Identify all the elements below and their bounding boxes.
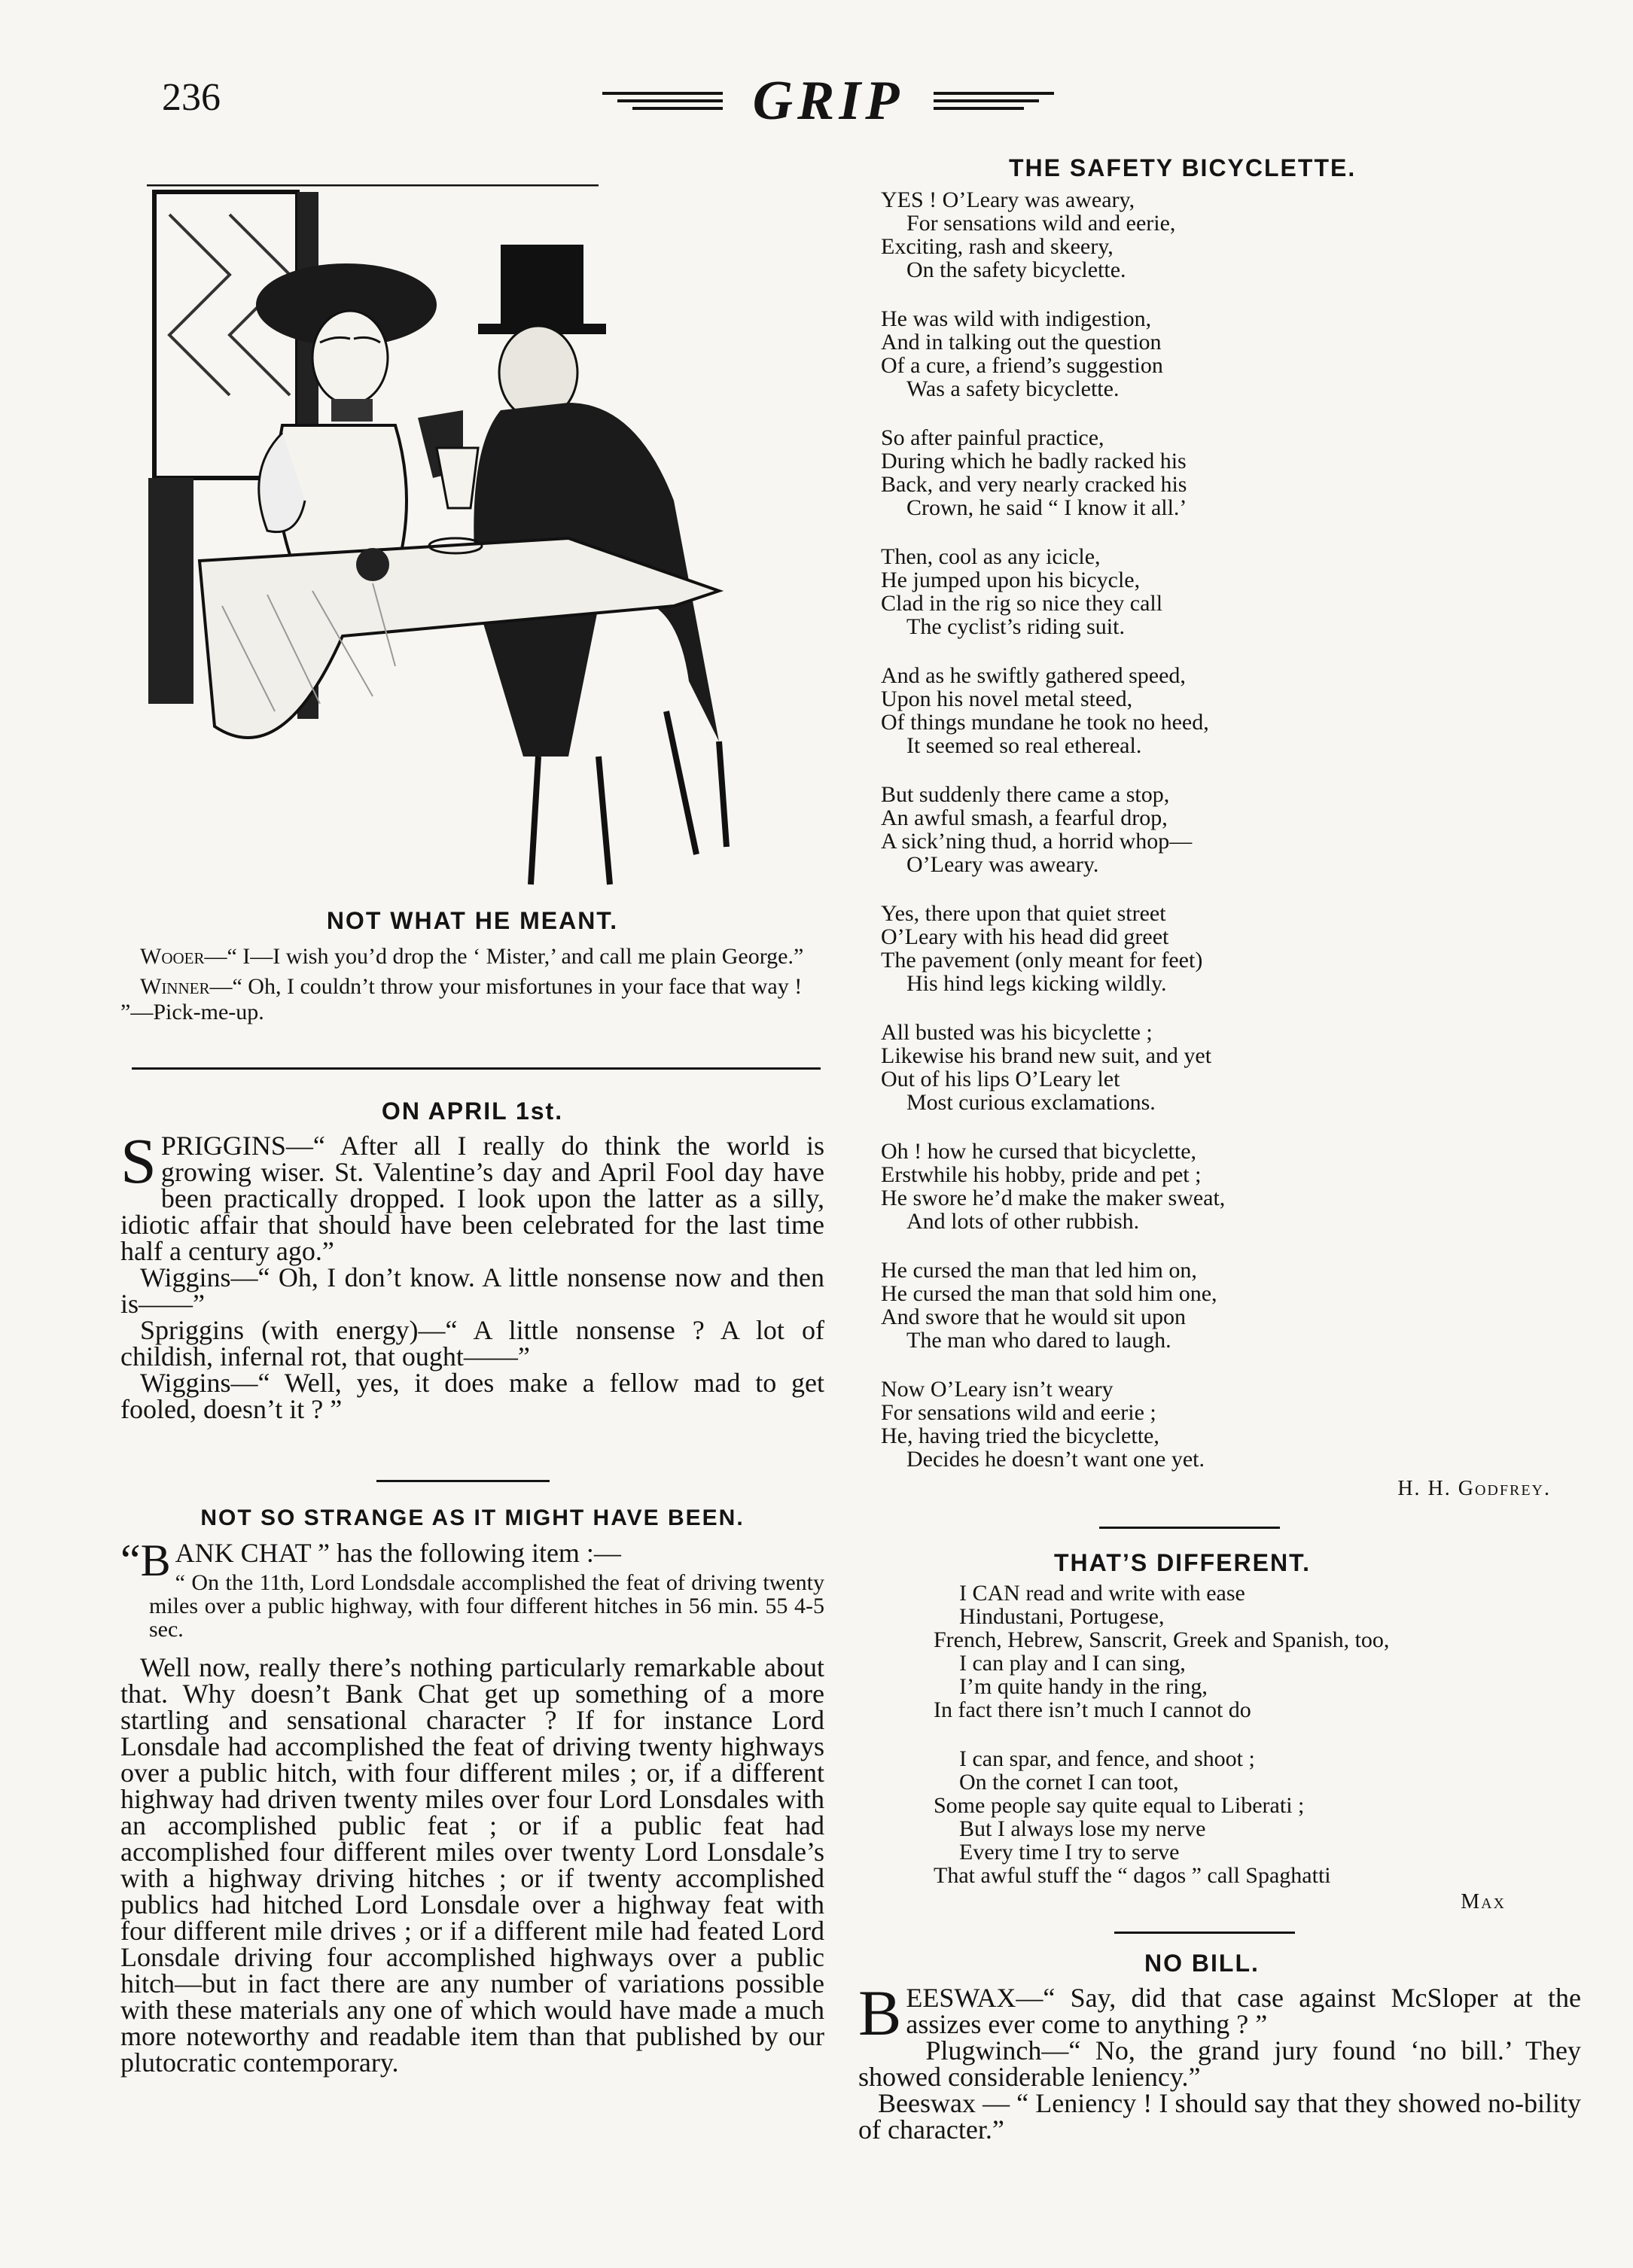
drop-cap: S: [120, 1125, 157, 1197]
poem-line: He cursed the man that sold him one,: [881, 1281, 1217, 1306]
divider: [132, 1067, 821, 1070]
stanza: [881, 188, 1581, 282]
paragraph: Wiggins—“ Oh, I don’t know. A little nonsense now and then is——”: [120, 1262, 824, 1319]
poem-line: In fact there isn’t much I cannot do: [934, 1697, 1251, 1722]
poem-body: [858, 1582, 1581, 1887]
page-number: 236: [162, 76, 221, 119]
stanza: [881, 1378, 1581, 1471]
paragraph: Beeswax — “ Leniency ! I should say that they showed no-bility of character.”: [858, 2088, 1581, 2145]
divider: [1099, 1527, 1280, 1529]
poem-line: A sick’ning thud, a horrid whop—: [881, 829, 1193, 854]
stanza: [881, 1021, 1581, 1114]
stanza: [881, 426, 1581, 519]
article-not-so-strange: [120, 1505, 824, 2076]
poem-line: Some people say quite equal to Liberati ;: [934, 1793, 1305, 1818]
stanza: [881, 1259, 1581, 1352]
author-signature: Max: [1461, 1890, 1506, 1913]
poem-line: Hindustani, Portugese,: [959, 1604, 1165, 1629]
stanza: [881, 664, 1581, 757]
poem-line: All busted was his bicyclette ;: [881, 1020, 1153, 1045]
poem-line: The pavement (only meant for feet): [881, 948, 1203, 973]
poem-line: Back, and very nearly cracked his: [881, 472, 1187, 497]
poem-line: He jumped upon his bicycle,: [881, 568, 1141, 592]
cartoon-couple-at-cafe-table-icon: [147, 184, 836, 896]
heading-safety-bicyclette: THE SAFETY BICYCLETTE.: [1009, 154, 1357, 181]
article-no-bill: [858, 1950, 1581, 2143]
poem-line: Upon his novel metal steed,: [881, 686, 1133, 711]
paragraph: EESWAX—“ Say, did that case against McSloper at the assizes ever come to anything ? ”: [906, 1983, 1581, 2039]
poem-line: But I always lose my nerve: [959, 1816, 1206, 1841]
poem-safety-bicyclette: [858, 154, 1581, 1501]
poem-line: I’m quite handy in the ring,: [959, 1674, 1208, 1699]
poem-line: And as he swiftly gathered speed,: [881, 663, 1186, 688]
dialogue-line: —“ I—I wish you’d drop the ‘ Mister,’ and call me plain George.”: [204, 944, 804, 969]
stanza: [881, 307, 1581, 400]
poem-line: Then, cool as any icicle,: [881, 544, 1101, 569]
drop-cap: B: [858, 1977, 902, 2049]
poem-line: O’Leary was aweary.: [906, 852, 1099, 877]
poem-line: Erstwhile his hobby, pride and pet ;: [881, 1162, 1202, 1187]
heading-not-what-he-meant: NOT WHAT HE MEANT.: [326, 907, 619, 934]
poem-line: He, having tried the bicyclette,: [881, 1423, 1159, 1448]
poem-line: Of a cure, a friend’s suggestion: [881, 353, 1163, 378]
paragraph: Plugwinch—“ No, the grand jury found ‘no bill.’ They showed considerable leniency.”: [858, 2035, 1581, 2092]
article-april-first: [120, 1097, 824, 1423]
poem-body: [858, 188, 1581, 1471]
poem-line: His hind legs kicking wildly.: [906, 971, 1167, 996]
poem-line: On the safety bicyclette.: [906, 257, 1126, 282]
poem-line: Oh ! how he cursed that bicyclette,: [881, 1139, 1197, 1164]
poem-line: For sensations wild and eerie,: [906, 211, 1176, 236]
poem-line: On the cornet I can toot,: [959, 1770, 1179, 1795]
poem-line: An awful smash, a fearful drop,: [881, 805, 1168, 830]
masthead: [602, 69, 1054, 137]
stanza: [881, 545, 1581, 638]
poem-line: For sensations wild and eerie ;: [881, 1400, 1156, 1425]
poem-line: YES ! O’Leary was aweary,: [881, 187, 1135, 212]
poem-line: Out of his lips O’Leary let: [881, 1067, 1120, 1091]
paragraph: PRIGGINS—“ After all I really do think the world is growing wiser. St. Valentine’s day and April Fool day have been practically dropped. I look upon the latter as a silly, idiotic affair that should have been celebrated for the last time half a century ago.”: [120, 1131, 824, 1266]
poem-line: During which he badly racked his: [881, 449, 1187, 473]
poem-line: I can play and I can sing,: [959, 1651, 1186, 1676]
poem-line: Was a safety bicyclette.: [906, 376, 1120, 401]
divider: [1114, 1932, 1295, 1934]
drop-cap: “B: [120, 1536, 171, 1585]
dialogue: [120, 944, 824, 1025]
heading-no-bill: NO BILL.: [1144, 1950, 1260, 1977]
poem-thats-different: [858, 1549, 1581, 1914]
poem-line: Likewise his brand new suit, and yet: [881, 1043, 1212, 1068]
heading-april-first: ON APRIL 1st.: [381, 1097, 564, 1125]
poem-line: So after painful practice,: [881, 425, 1104, 450]
poem-line: Of things mundane he took no heed,: [881, 710, 1209, 735]
poem-line: And swore that he would sit upon: [881, 1304, 1186, 1329]
poem-line: He was wild with indigestion,: [881, 306, 1152, 331]
stanza: [881, 783, 1581, 876]
poem-line: French, Hebrew, Sanscrit, Greek and Spanish, too,: [934, 1627, 1390, 1652]
poem-line: That awful stuff the “ dagos ” call Spaghatti: [934, 1863, 1331, 1888]
poem-line: Exciting, rash and skeery,: [881, 234, 1114, 259]
poem-line: I CAN read and write with ease: [959, 1581, 1245, 1606]
poem-line: Most curious exclamations.: [906, 1090, 1156, 1115]
dialogue-line: —“ Oh, I couldn’t throw your misfortunes in your face that way ! ”—Pick-me-up.: [120, 974, 803, 1024]
quoted-item: “ On the 11th, Lord Londsdale accomplished the feat of driving twenty miles over a public highway, with four different hitches in 56 min. 55 4-5 sec.: [149, 1570, 824, 1642]
poem-line: Every time I try to serve: [959, 1840, 1180, 1865]
heading-thats-different: THAT’S DIFFERENT.: [1054, 1549, 1311, 1576]
paragraph: Wiggins—“ Well, yes, it does make a fellow mad to get fooled, doesn’t it ? ”: [120, 1368, 824, 1424]
poem-line: Clad in the rig so nice they call: [881, 591, 1163, 616]
poem-line: It seemed so real ethereal.: [906, 733, 1142, 758]
divider: [376, 1480, 550, 1482]
poem-line: The man who dared to laugh.: [906, 1328, 1171, 1353]
poem-line: Crown, he said “ I know it all.’: [906, 495, 1187, 520]
stanza: [881, 902, 1581, 995]
poem-line: But suddenly there came a stop,: [881, 782, 1170, 807]
poem-line: He cursed the man that led him on,: [881, 1258, 1197, 1283]
poem-line: I can spar, and fence, and shoot ;: [959, 1746, 1255, 1771]
poem-line: He swore he’d make the maker sweat,: [881, 1186, 1226, 1210]
stanza: [934, 1747, 1581, 1887]
author-signature: H. H. Godfrey.: [1397, 1477, 1551, 1500]
poem-line: O’Leary with his head did greet: [881, 924, 1169, 949]
paragraph: Well now, really there’s nothing particularly remarkable about that. Why doesn’t Bank Chat get up something of a more startling and sensational character ? If for instance Lord Lonsdale had accomplished the feat of driving twenty highways over a public hitch, with four different miles ; or, if a different highway had driven twenty miles over four Lord Lonsdales with an accomplished public feat ; or if a public feat had accomplished four different miles over twenty Lord Lonsdale’s with a highway driving hitches ; or if twenty accomplished publics had hitched Lord Lonsdale over a highway feat with four different mile drives ; or if a different mile had feated Lord Lonsdale driving four accomplished highways over a public hitch—but in fact there are any number of variations possible with these materials any one of which would have made a much more noteworthy and readable item than that published by our plutocratic contemporary.: [120, 1652, 824, 2078]
speaker: Winner: [140, 974, 210, 999]
article-not-what-he-meant: [120, 907, 824, 1025]
speaker: Wooer: [140, 944, 205, 969]
magazine-title: GRIP: [752, 70, 904, 132]
stanza: [881, 1140, 1581, 1233]
heading-not-so-strange: NOT SO STRANGE AS IT MIGHT HAVE BEEN.: [200, 1505, 745, 1530]
poem-line: The cyclist’s riding suit.: [906, 614, 1125, 639]
intro-line: ANK CHAT ” has the following item :—: [175, 1538, 621, 1568]
poem-line: Decides he doesn’t want one yet.: [906, 1447, 1205, 1472]
stanza: [934, 1582, 1581, 1722]
poem-line: And in talking out the question: [881, 330, 1162, 355]
poem-line: Now O’Leary isn’t weary: [881, 1377, 1114, 1402]
paragraph: Spriggins (with energy)—“ A little nonsense ? A lot of childish, infernal rot, that ought——”: [120, 1315, 824, 1371]
poem-line: And lots of other rubbish.: [906, 1209, 1140, 1234]
poem-line: Yes, there upon that quiet street: [881, 901, 1166, 926]
